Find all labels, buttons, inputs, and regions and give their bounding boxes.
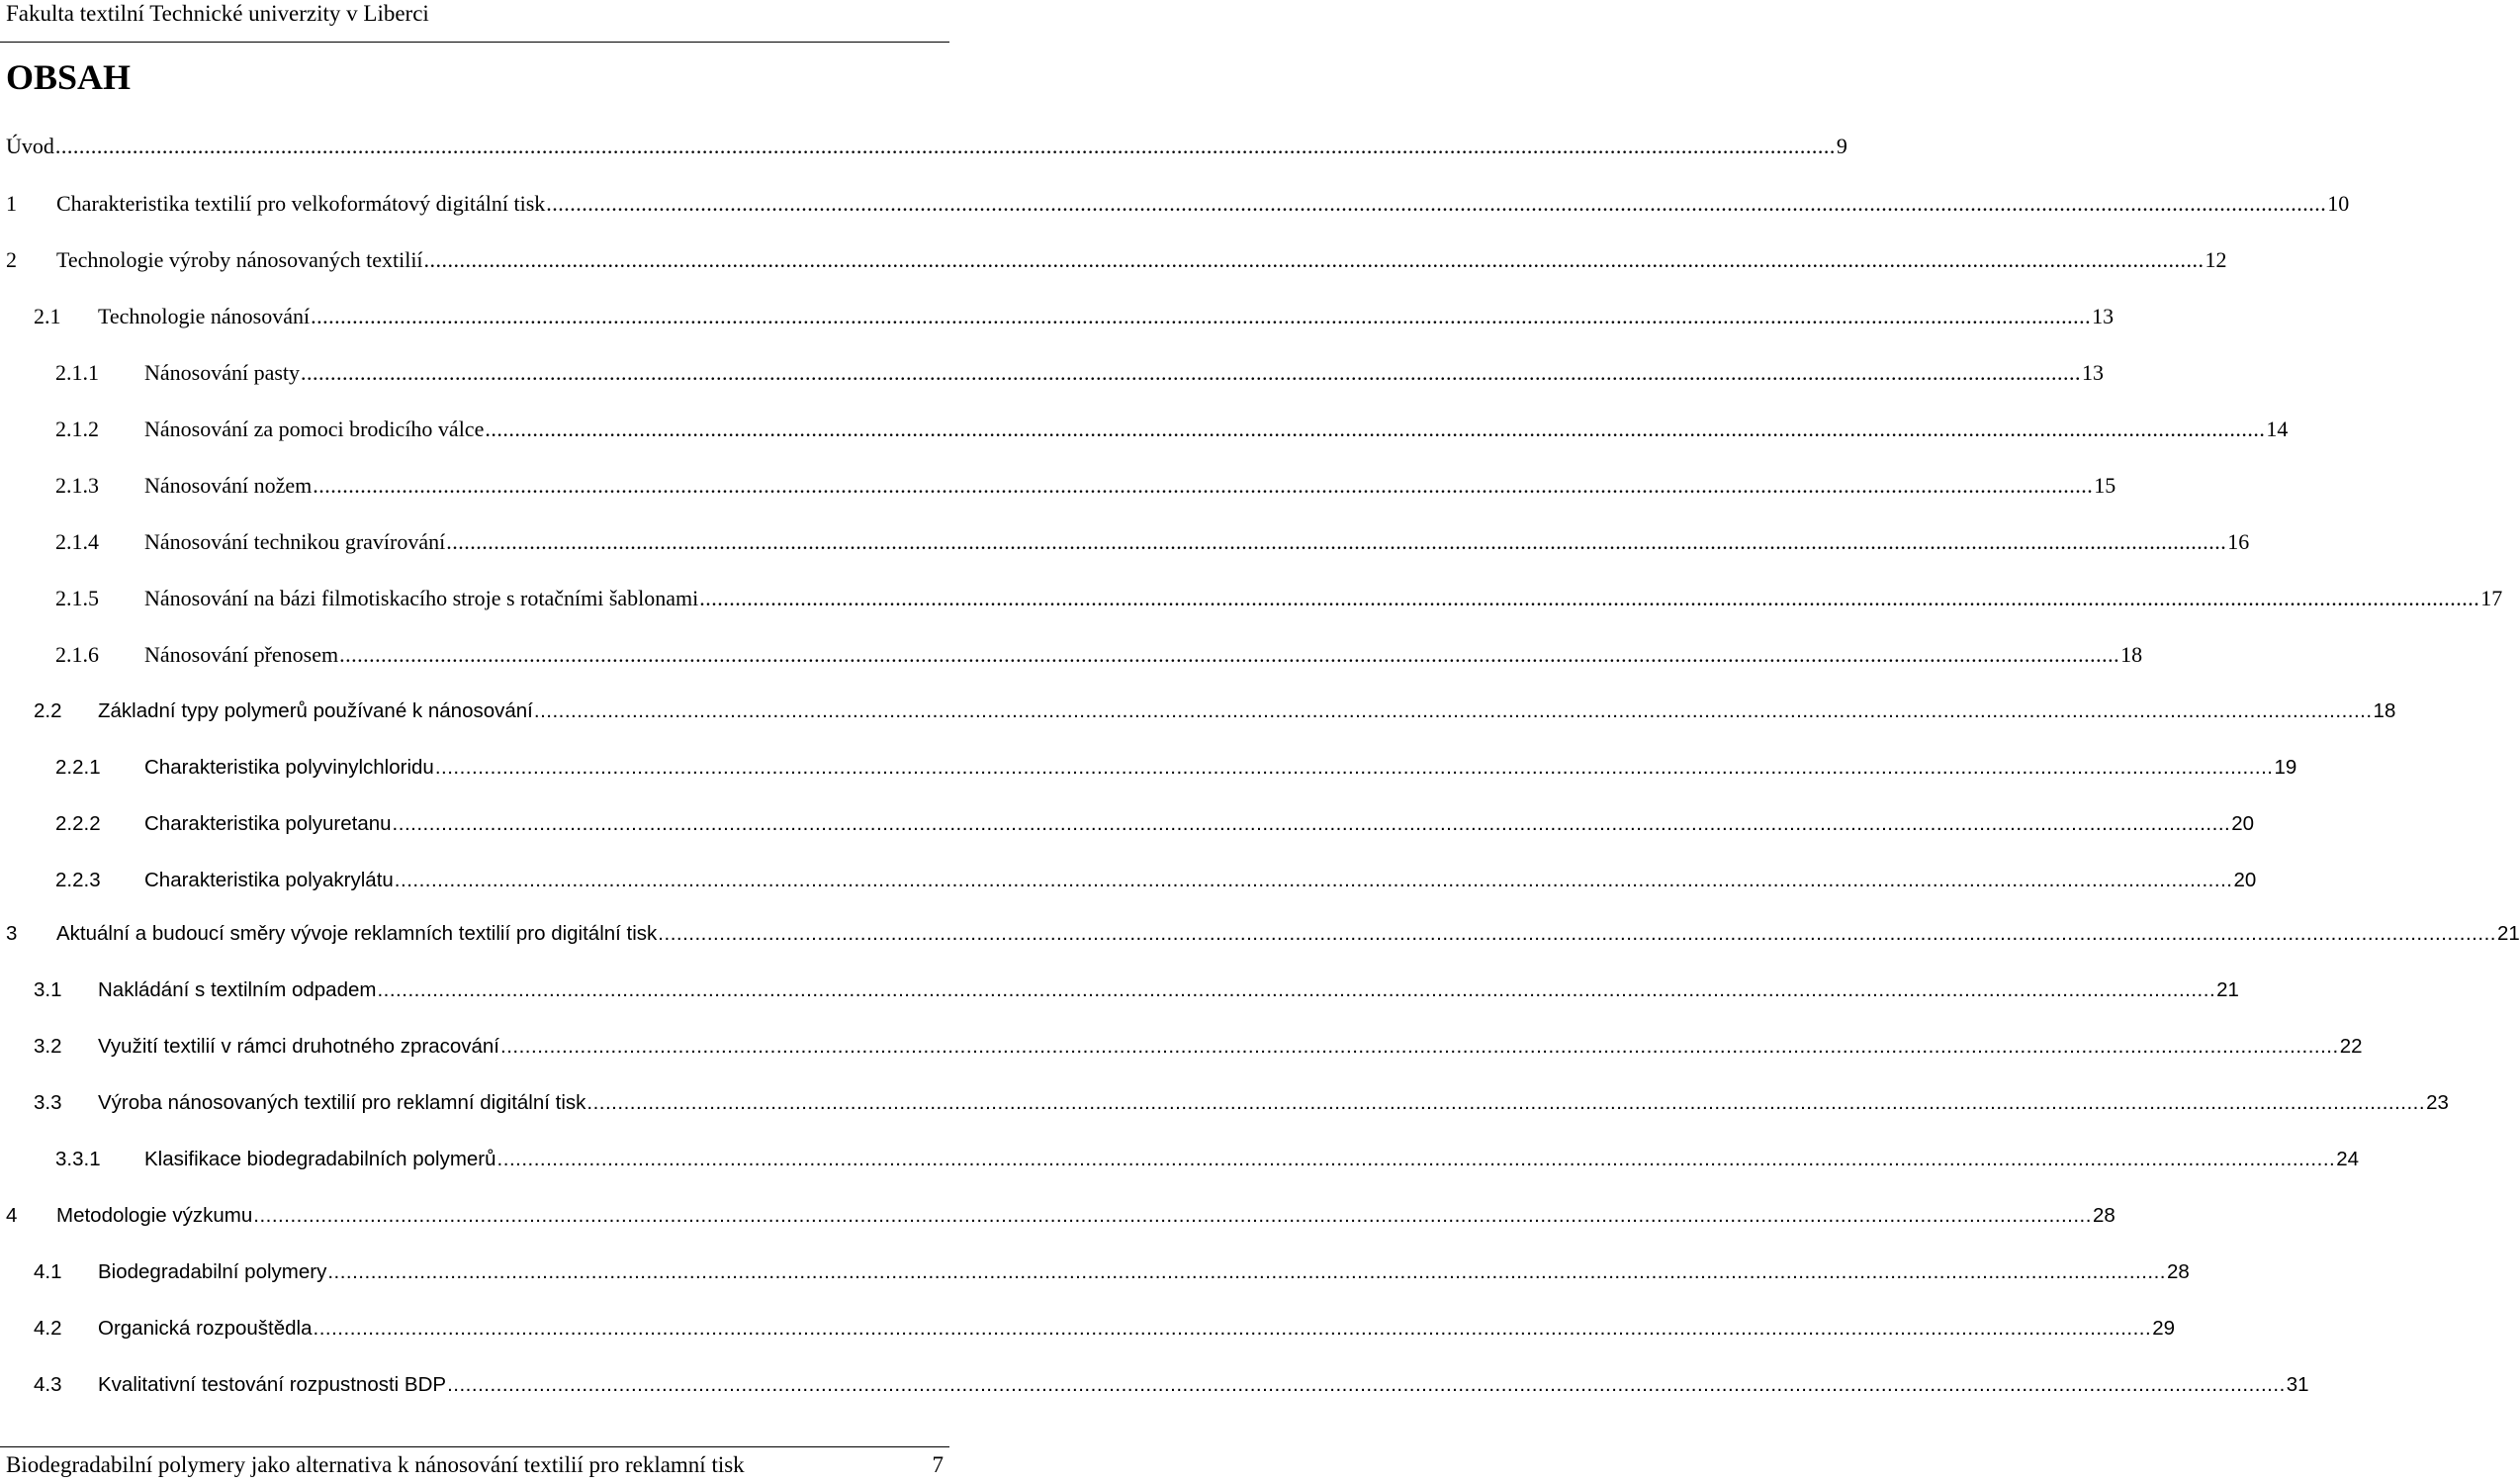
toc-number: 4.2 — [34, 1317, 62, 1340]
toc-title: Technologie výroby nánosovaných textilií — [56, 247, 423, 272]
toc-title: Biodegradabilní polymery — [98, 1260, 327, 1283]
toc-number: 2.1.6 — [55, 642, 99, 667]
toc-number: 2.2 — [34, 699, 62, 722]
toc-entry[interactable] — [0, 809, 2255, 839]
toc-title: Nakládání s textilním odpadem — [98, 978, 377, 1001]
dot-leader: ............................................................................................................................................................................................................................................................................................................ — [496, 1148, 2336, 1170]
toc-page-number: 10 — [2327, 191, 2350, 216]
toc-number: 2.1.5 — [55, 586, 99, 610]
toc-number: 3.2 — [34, 1035, 62, 1058]
dot-leader: ............................................................................................................................................................................................................................................................................................................ — [377, 978, 2216, 1001]
dot-leader: ............................................................................................................................................................................................................................................................................................................ — [313, 473, 2094, 498]
toc-page-number: 18 — [2373, 699, 2396, 722]
toc-entry[interactable] — [0, 1145, 2360, 1174]
toc-entry[interactable] — [0, 1032, 2363, 1062]
toc-title: Nánosování na bázi filmotiskacího stroje s rotačními šablonami — [144, 586, 699, 610]
dot-leader: ............................................................................................................................................................................................................................................................................................................ — [392, 812, 2231, 835]
toc-entry[interactable] — [0, 584, 2503, 613]
toc-title: Využití textilií v rámci druhotného zpracování — [98, 1035, 500, 1058]
toc-title: Charakteristika textilií pro velkoformátový digitální tisk — [56, 191, 546, 216]
toc-title: Nánosování pasty — [144, 360, 301, 385]
toc-title: Technologie nánosování — [98, 304, 311, 328]
toc-title: Organická rozpouštědla — [98, 1317, 313, 1340]
toc-entry[interactable] — [0, 975, 2239, 1005]
toc-entry[interactable] — [0, 302, 2115, 331]
toc-title: Základní typy polymerů používané k nánosování — [98, 699, 533, 722]
toc-entry[interactable] — [0, 753, 2297, 783]
dot-leader: ............................................................................................................................................................................................................................................................................................................ — [447, 1373, 2286, 1396]
toc-number: 2.1.3 — [55, 473, 99, 498]
toc-entry[interactable] — [0, 866, 2257, 895]
toc-number: 2.1 — [34, 304, 61, 328]
toc-entry[interactable] — [0, 1088, 2449, 1118]
toc-entry[interactable] — [0, 189, 2350, 219]
toc-page-number: 14 — [2266, 417, 2289, 441]
toc-entry[interactable] — [0, 132, 1847, 161]
toc-number: 1 — [6, 191, 17, 216]
footer-page-number: 7 — [932, 1452, 944, 1477]
toc-page-number: 17 — [2480, 586, 2503, 610]
dot-leader: ............................................................................................................................................................................................................................................................................................................ — [54, 134, 1836, 158]
dot-leader: ............................................................................................................................................................................................................................................................................................................ — [394, 869, 2233, 891]
toc-page-number: 20 — [2233, 869, 2257, 891]
page-footer — [0, 1446, 949, 1484]
toc-number: 2 — [6, 247, 17, 272]
toc-entry[interactable] — [0, 1201, 2115, 1231]
footer-text: Biodegradabilní polymery jako alternativa k nánosování textilií pro reklamní tisk — [6, 1452, 745, 1477]
toc-page-number: 13 — [2082, 360, 2105, 385]
toc-entry[interactable] — [0, 471, 2116, 501]
dot-leader: ............................................................................................................................................................................................................................................................................................................ — [546, 191, 2327, 216]
toc-number: 2.1.1 — [55, 360, 99, 385]
toc-page-number: 21 — [2496, 922, 2520, 945]
toc-number: 3 — [6, 922, 18, 945]
toc-page-number: 24 — [2336, 1148, 2360, 1170]
toc-page-number: 28 — [2092, 1204, 2115, 1227]
toc-page-number: 18 — [2120, 642, 2143, 667]
toc-title: Aktuální a budoucí směry vývoje reklamních textilií pro digitální tisk — [56, 922, 658, 945]
toc-entry[interactable] — [0, 696, 2396, 726]
toc-page-number: 28 — [2167, 1260, 2190, 1283]
toc-title: Charakteristika polyakrylátu — [144, 869, 394, 891]
dot-leader: ............................................................................................................................................................................................................................................................................................................ — [339, 642, 2120, 667]
dot-leader: ............................................................................................................................................................................................................................................................................................................ — [485, 417, 2266, 441]
toc-title: Výroba nánosovaných textilií pro reklamní digitální tisk — [98, 1091, 586, 1114]
toc-page-number: 22 — [2339, 1035, 2363, 1058]
toc-page-number: 29 — [2152, 1317, 2175, 1340]
toc-page-number: 31 — [2286, 1373, 2309, 1396]
toc-number: 4.1 — [34, 1260, 62, 1283]
toc-title: Úvod — [6, 134, 54, 158]
toc-number: 3.1 — [34, 978, 62, 1001]
toc-number: 2.2.2 — [55, 812, 101, 835]
toc-title: Kvalitativní testování rozpustnosti BDP — [98, 1373, 447, 1396]
dot-leader: ............................................................................................................................................................................................................................................................................................................ — [327, 1260, 2166, 1283]
toc-entry[interactable] — [0, 415, 2289, 444]
toc-number: 2.1.2 — [55, 417, 99, 441]
toc-entry[interactable] — [0, 245, 2227, 275]
toc-page-number: 13 — [2092, 304, 2115, 328]
toc-entry[interactable] — [0, 1257, 2190, 1287]
toc-number: 3.3 — [34, 1091, 62, 1114]
toc-page-number: 23 — [2426, 1091, 2449, 1114]
dot-leader: ............................................................................................................................................................................................................................................................................................................ — [423, 247, 2205, 272]
toc-entry[interactable] — [0, 640, 2143, 670]
toc-number: 4.3 — [34, 1373, 62, 1396]
dot-leader: ............................................................................................................................................................................................................................................................................................................ — [311, 304, 2092, 328]
toc-title: Charakteristika polyvinylchloridu — [144, 756, 434, 779]
toc-title: Metodologie výzkumu — [56, 1204, 253, 1227]
dot-leader: ............................................................................................................................................................................................................................................................................................................ — [658, 922, 2496, 945]
toc-page-number: 20 — [2231, 812, 2255, 835]
toc-page-number: 12 — [2205, 247, 2227, 272]
toc-entry[interactable] — [0, 1370, 2309, 1400]
toc-page-number: 16 — [2227, 529, 2250, 554]
toc-entry[interactable] — [0, 358, 2105, 388]
toc-page-number: 19 — [2274, 756, 2297, 779]
toc-title: Charakteristika polyuretanu — [144, 812, 392, 835]
page-title: OBSAH — [6, 57, 132, 97]
toc-page-number: 15 — [2094, 473, 2116, 498]
toc-page-number: 9 — [1836, 134, 1847, 158]
toc-number: 4 — [6, 1204, 18, 1227]
toc-title: Nánosování za pomoci brodicího válce — [144, 417, 485, 441]
dot-leader: ............................................................................................................................................................................................................................................................................................................ — [313, 1317, 2152, 1340]
dot-leader: ............................................................................................................................................................................................................................................................................................................ — [301, 360, 2082, 385]
toc-number: 2.2.3 — [55, 869, 101, 891]
dot-leader: ............................................................................................................................................................................................................................................................................................................ — [446, 529, 2227, 554]
toc-page-number: 21 — [2216, 978, 2239, 1001]
dot-leader: ............................................................................................................................................................................................................................................................................................................ — [699, 586, 2480, 610]
toc-entry[interactable] — [0, 527, 2250, 557]
toc-entry[interactable] — [0, 919, 2520, 949]
toc-number: 2.2.1 — [55, 756, 101, 779]
toc-title: Nánosování přenosem — [144, 642, 339, 667]
toc-title: Nánosování technikou gravírování — [144, 529, 446, 554]
toc-entry[interactable] — [0, 1314, 2175, 1344]
dot-leader: ............................................................................................................................................................................................................................................................................................................ — [434, 756, 2274, 779]
toc-title: Nánosování nožem — [144, 473, 313, 498]
header-text: Fakulta textilní Technické univerzity v Liberci — [6, 1, 429, 26]
toc-number: 2.1.4 — [55, 529, 99, 554]
toc-title: Klasifikace biodegradabilních polymerů — [144, 1148, 496, 1170]
dot-leader: ............................................................................................................................................................................................................................................................................................................ — [533, 699, 2373, 722]
dot-leader: ............................................................................................................................................................................................................................................................................................................ — [253, 1204, 2092, 1227]
dot-leader: ............................................................................................................................................................................................................................................................................................................ — [500, 1035, 2339, 1058]
toc-number: 3.3.1 — [55, 1148, 101, 1170]
dot-leader: ............................................................................................................................................................................................................................................................................................................ — [586, 1091, 2426, 1114]
